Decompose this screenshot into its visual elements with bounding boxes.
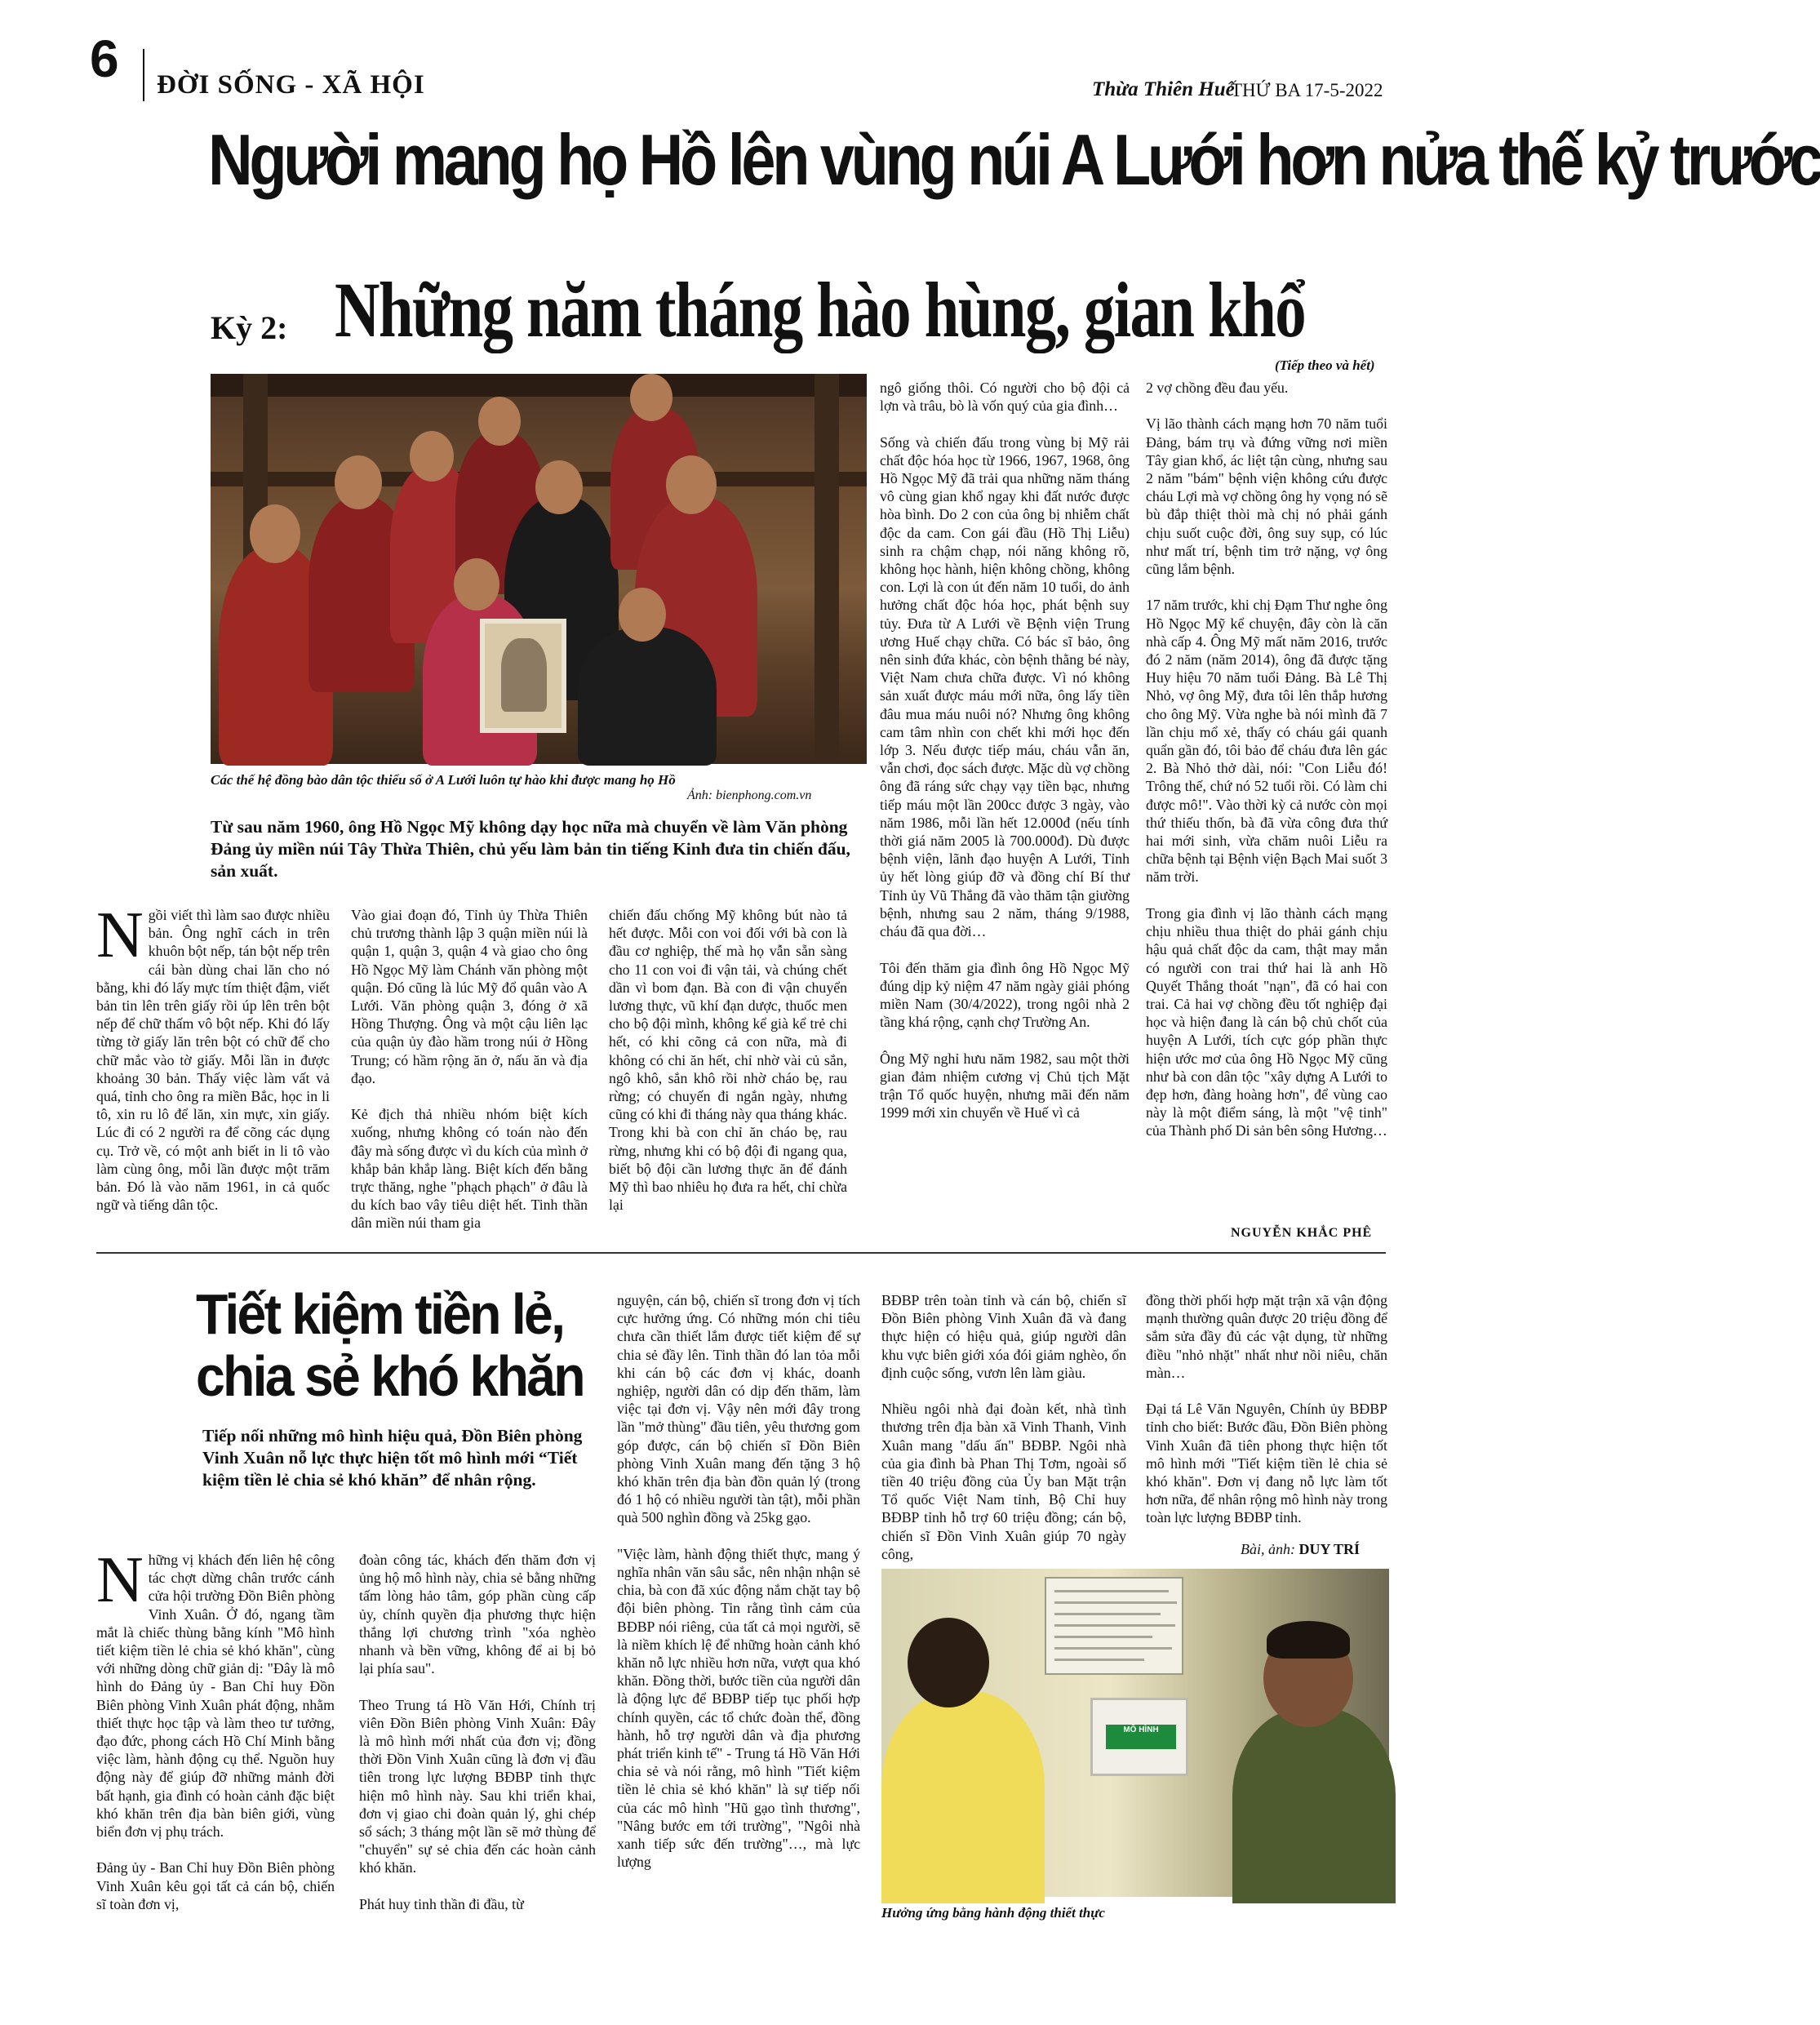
story2-lead: Tiếp nối những mô hình hiệu quả, Đồn Biên phòng Vinh Xuân nỗ lực thực hiện tốt mô hình mới “Tiết kiệm tiền lẻ chia sẻ khó khăn” để nhân rộng. — [202, 1426, 583, 1490]
story1-column-1: Ngồi viết thì làm sao được nhiều bản. Ông nghĩ cách in trên khuôn bột nếp, tán bột nếp trên cái bàn dùng chai lăn cho nó bằng, khi đó lấy mực tím thiệt đậm, viết bản tin lên trên giấy rồi úp lên trên bột nếp để chữ thấm vô bột nếp. Khi đó lấy từng tờ giấy lăn trên bột có chữ để cho chữ mắc vào tờ giấy. Mỗi lần in được khoảng 30 bản. Thấy việc làm vất vả quá, tỉnh cho ông ra miền Bắc, học in li tô, xin ru lô để lăn, xin mực, xin giấy. Lúc đi có 2 người ra để cõng các dụng cụ. Trở về, có một anh biết in li tô vào làm cùng ông, mỗi lần được một trăm bản. Đó là vào năm 1961, in cả quốc ngữ và tiếng dân tộc. — [96, 899, 330, 1214]
story1-dropcap: N — [96, 899, 144, 971]
story1-photo-caption: Các thế hệ đồng bào dân tộc thiểu số ở A Lưới luôn tự hào khi được mang họ Hồ — [211, 772, 676, 788]
newspaper-name: Thừa Thiên Huế — [1092, 78, 1235, 100]
story1-author: NGUYỄN KHẮC PHÊ — [1231, 1226, 1373, 1240]
story2-photo-caption: Hưởng ứng bằng hành động thiết thực — [881, 1905, 1105, 1921]
story2-column-1: Những vị khách đến liên hệ công tác chợt dừng chân trước cánh cửa hội trường Đồn Biên phòng Vinh Xuân. Ở đó, ngang tầm mắt là chiếc thùng bằng kính "Mô hình tiết kiệm tiền lẻ chia sẻ khó khăn", cùng với những dòng chữ giản dị: "Đây là mô hình do Đảng ủy - Ban Chỉ huy Đồn Biên phòng Vinh Xuân phát động, nhằm thiết thực học tập và làm theo tư tưởng, đạo đức, phong cách Hồ Chí Minh bằng việc làm, hành động cụ thể. Nguồn huy động này để giúp đỡ những mảnh đời bất hạnh, gia đình có hoàn cảnh đặc biệt khó khăn trên địa bàn biên giới, vùng biển đơn vị phụ trách. Đảng ủy - Ban Chỉ huy Đồn Biên phòng Vinh Xuân kêu gọi tất cả cán bộ, chiến sĩ toàn đơn vị, — [96, 1544, 335, 1912]
story2-headline: Tiết kiệm tiền lẻ, chia sẻ khó khăn — [196, 1282, 584, 1408]
story-divider — [96, 1252, 1386, 1254]
story1-column-3: chiến đấu chống Mỹ không bút nào tả hết được. Mỗi con voi đối với bà con là đầu cơ nghiệp, thế mà họ vẫn sẵn sàng cho 11 con voi đi vận tải, và chúng chết dần vì bom đạn. Bà con đi vận chuyển lương thực, vũ khí đạn dược, thuốc men cho bộ đội mình, không kể già kể trẻ chi hết, có khi cõng cả con nữa, mà đi không có chi ăn hết, chỉ nhờ vài củ sắn, ngô khô, sắn khô rồi nhờ cháo bẹ, rau rừng; có chuyến đi ngắn ngày, nhưng cũng có khi đi tháng này qua tháng khác. Trong khi bà con chỉ ăn cháo bẹ, rau rừng, nhưng khi có bộ đội đi ngang qua, biết bộ đội cần lương thực ăn để đánh Mỹ thì bao nhiêu họ đưa ra hết, chỉ chừa lại — [609, 907, 847, 1214]
story2-photo — [881, 1569, 1389, 1897]
issue-date: THỨ BA 17-5-2022 — [1231, 80, 1383, 100]
story1-column-4: ngô giống thôi. Có người cho bộ đội cả lợn và trâu, bò là vốn quý của gia đình… Sống và chiến đấu trong vùng bị Mỹ rải chất độc hóa học từ 1966, 1967, 1968, ông Hồ Ngọc Mỹ đã trải qua những năm tháng vô cùng gian khổ ngay khi đất nước được hòa bình. Do 2 con của ông bị nhiễm chất độc da cam. Con gái đầu (Hồ Thị Liễu) sinh ra chậm chạp, nói năng không rõ, không học hành, hiện không chồng, không con. Lợi là con út đến năm 10 tuổi, do ảnh hưởng chất độc hóa học, phát bệnh suy tủy. Đưa từ A Lưới về Bệnh viện Trung ương Huế chạy chữa. Có bác sĩ bảo, ông nên sinh đứa khác, còn bệnh thằng bé này, Việt Nam chưa chữa được. Vì nó không sản xuất được máu mới nữa, ông lấy tiền đâu mua máu nuôi nó? Nhưng ông không cam tâm nhìn con chết khi mới học đến lớp 3. Nếu được tiếp máu, cháu vẫn ăn, vẫn chơi, đọc sách được. Mặc dù vợ chồng ông đã ráng sức chạy vạy tiền bạc, nhưng tiếp máu một lần 200cc được 3 ngày, vào năm 1986, mỗi lần hết 12.000đ (nếu tính thời giá năm 2005 là 700.000đ). Dù được bệnh viện, lãnh đạo huyện A Lưới, Tỉnh ủy hết lòng giúp đỡ và đồng chí Bí thư Tỉnh ủy Vũ Thắng đã vào thăm tận giường bệnh, nhưng sau 2 năm, tháng 9/1988, cháu đã qua đời… Tôi đến thăm gia đình ông Hồ Ngọc Mỹ đúng dịp kỷ niệm 47 năm ngày giải phóng miền Nam (30/4/2022), trong ngôi nhà 2 tầng khá rộng, cạnh chợ Trường An. Ông Mỹ nghỉ hưu năm 1982, sau một thời gian đảm nhiệm cương vị Chủ tịch Mặt trận Tổ quốc huyện, nhưng mãi đến năm 1999 mới xin chuyển về Huế vì cả — [880, 380, 1130, 1121]
story1-kicker: Kỳ 2: — [211, 309, 288, 346]
section-title: ĐỜI SỐNG - XÃ HỘI — [157, 70, 425, 100]
story1-continued-note: (Tiếp theo và hết) — [1275, 357, 1375, 373]
story2-author: Bài, ảnh: DUY TRÍ — [1241, 1541, 1361, 1557]
donation-box-label: MÔ HÌNH — [1106, 1725, 1176, 1749]
story1-column-5: 2 vợ chồng đều đau yếu. Vị lão thành cách mạng hơn 70 năm tuổi Đảng, bám trụ và đứng vững nơi miền Tây gian khổ, ác liệt tận cùng, nhưng sau 2 năm "bám" bệnh viện không cứu được cháu Lợi mà vợ chồng ông hy vọng nó sẽ bù đắp thiệt thòi mà chị nó phải gánh chịu suốt cuộc đời, ông suy sụp, có lúc như mất trí, bệnh tim trở nặng, vợ ông cũng lắm bệnh. 17 năm trước, khi chị Đạm Thư nghe ông Hồ Ngọc Mỹ kể chuyện, đây còn là căn nhà cấp 4. Ông Mỹ mất năm 2016, trước đó 2 năm (năm 2014), ông đã được tặng Huy hiệu 70 năm tuổi Đảng. Bà Lê Thị Nhỏ, vợ ông Mỹ, đưa tôi lên thắp hương cho ông Mỹ. Vừa nghe bà nói mình đã 7 lần chịu mổ xẻ, thấy có cháu gái quanh quẩn gần đó, tôi bảo để cháu đưa lên gác 2. Bà Nhỏ thở dài, nói: "Con Liễu đó! Trông thế, chứ nó 52 tuổi rồi. Có làm chi được mô!". Vào thời kỳ cả nước còn mọi thứ thiếu thốn, bà đã vừa công đưa thứ hai mới sinh, vừa chăm nuôi Liễu ra chữa bệnh tại Bệnh viện Bạch Mai suốt 3 năm trời. Trong gia đình vị lão thành cách mạng chịu nhiều thua thiệt do phải gánh chịu hậu quả chất độc da cam, thật may mắn có người con trai thứ hai là anh Hồ Quyết Thắng thoát "nạn", đã có hai con trai. Cả hai vợ chồng đều tốt nghiệp đại học và hiện đang là cán bộ chủ chốt của huyện A Lưới, tích cực góp phần thực hiện ước mơ của ông Hồ Ngọc Mỹ cũng như bà con dân tộc "xây dựng A Lưới to đẹp hơn, đàng hoàng hơn", để vùng cao này là một điểm sáng, là một "vệ tinh" của Thành phố Di sản bên sông Hương… — [1146, 380, 1387, 1139]
story1-headline: Người mang họ Hồ lên vùng núi A Lưới hơn nửa thế kỷ trước — [208, 119, 1820, 200]
page-number: 6 — [90, 29, 119, 88]
story1-photo — [211, 374, 867, 764]
story1-column-2: Vào giai đoạn đó, Tỉnh ủy Thừa Thiên chủ trương thành lập 3 quận miền núi là quận 1, quận 3, quận 4 và giao cho ông Hồ Ngọc Mỹ làm Chánh văn phòng một quận. Đó cũng là lúc Mỹ đổ quân vào A Lưới. Văn phòng quận 3, đóng ở xã Hồng Thượng. Ông và một cậu liên lạc của quận ủy đào hầm trong núi ở Hồng Trung; có hầm rộng ăn ở, nấu ăn và địa đạo. Kẻ địch thả nhiều nhóm biệt kích xuống, nhưng không có toán nào đến đây mà sống được vì du kích của mình ở khắp bản khắp làng. Biệt kích đến bằng trực thăng, nghe "phạch phạch" ở đâu là du kích bao vây tiêu diệt hết. Tinh thần dân miền núi tham gia — [351, 907, 588, 1232]
story1-subhead: Những năm tháng hào hùng, gian khổ — [335, 266, 1305, 353]
story2-dropcap: N — [96, 1544, 144, 1616]
story2-column-2: đoàn công tác, khách đến thăm đơn vị ủng hộ mô hình này, chia sẻ bằng những tấm lòng hảo tâm, góp phần cùng cấp ủy, chính quyền địa phương thực hiện thắng lợi chương trình "xóa nghèo nhanh và bền vững, không để ai bị bỏ lại phía sau". Theo Trung tá Hồ Văn Hới, Chính trị viên Đồn Biên phòng Vinh Xuân: Đây là mô hình mới nhất của đơn vị; đồng thời Đồn Vinh Xuân cũng là đơn vị đầu tiên trong lực lượng BĐBP tỉnh thực hiện mô hình này. Sau khi triển khai, đơn vị giao chi đoàn quản lý, ghi chép sổ sách; 3 tháng một lần sẽ mở thùng để "chuyển" sự sẻ chia đến các hoàn cảnh khó khăn. Phát huy tinh thần đi đầu, từ — [359, 1552, 596, 1912]
story2-column-4: BĐBP trên toàn tỉnh và cán bộ, chiến sĩ Đồn Biên phòng Vinh Xuân đã và đang thực hiện có hiệu quả, giúp người dân khu vực biên giới xóa đói giảm nghèo, ổn định cuộc sống, vươn lên làm giàu. Nhiều ngôi nhà đại đoàn kết, nhà tình thương trên địa bàn xã Vinh Thanh, Vinh Xuân mang "dấu ấn" BĐBP. Ngôi nhà của gia đình bà Phan Thị Tơm, ngoài số tiền 40 triệu đồng của Ủy ban Mặt trận Tổ quốc Việt Nam tỉnh, Bộ Chỉ huy BĐBP tỉnh hỗ trợ 60 triệu đồng; cán bộ, chiến sĩ Đồn Vinh Xuân giúp 70 ngày công, — [881, 1292, 1126, 1562]
story1-lead: Từ sau năm 1960, ông Hồ Ngọc Mỹ không dạy học nữa mà chuyển về làm Văn phòng Đảng ủy miền núi Tây Thừa Thiên, chủ yếu làm bản tin tiếng Kinh đưa tin chiến đấu, sản xuất. — [211, 817, 850, 881]
story2-column-3: nguyện, cán bộ, chiến sĩ trong đơn vị tích cực hưởng ứng. Có những món chi tiêu chưa cần thiết lắm được tiết kiệm để sự chia sẻ đầy lên. Tinh thần đó lan tỏa mỗi khi cán bộ các đơn vị khác, doanh nghiệp, người dân có dịp đến thăm, làm việc tại đơn vị. Vậy nên mới đây trong lần "mở thùng" đầu tiên, yêu thương gom góp được, cán bộ chiến sĩ Đồn Biên phòng Vinh Xuân mang đến tặng 3 hộ khó khăn trên địa bàn đồn quản lý (trong đó 1 hộ có nhiều người tàn tật), mỗi phần quà 500 nghìn đồng và 25kg gạo. "Việc làm, hành động thiết thực, mang ý nghĩa nhân văn sâu sắc, nên nhận nhận sẻ chia, bà con đã xúc động nắm chặt tay bộ đội biên phòng. Tin rằng tình cảm của BĐBP nói riêng, của tất cả mọi người, sẽ là niềm khích lệ để những hoàn cảnh khó khăn nỗ lực nhiều hơn nữa, vượt qua khó khăn. Đồng thời, bước tiền của người dân là động lực để BĐBP tiếp tục phối hợp chính quyền, các tổ chức đoàn thể, đồng hành, hỗ trợ người dân và địa phương phát triển kinh tế" - Trung tá Hồ Văn Hới chia sẻ và nói rằng, mô hình "Tiết kiệm tiền lẻ chia sẻ khó khăn" là sự tiếp nối của các mô hình "Hũ gạo tình thương", "Nâng bước em tới trường", "Ngôi nhà xanh tiếp sức đến trường"…, mà lực lượng — [617, 1292, 860, 1871]
story1-photo-credit: Ảnh: bienphong.com.vn — [687, 788, 812, 802]
story2-column-5: đồng thời phối hợp mặt trận xã vận động mạnh thường quân được 20 triệu đồng để sắm sửa đầy đủ các vật dụng, từ những điều "nhỏ nhặt" nhất như nồi niêu, chăn màn… Đại tá Lê Văn Nguyên, Chính ủy BĐBP tỉnh cho biết: Bước đầu, Đồn Biên phòng Vinh Xuân đã tiên phong thực hiện tốt mô hình mới "Tiết kiệm tiền lẻ chia sẻ khó khăn". Đơn vị đang nỗ lực làm tốt hơn nữa, để nhân rộng mô hình này trong toàn lực lượng BĐBP tỉnh. — [1146, 1292, 1387, 1526]
header-divider — [143, 49, 144, 101]
